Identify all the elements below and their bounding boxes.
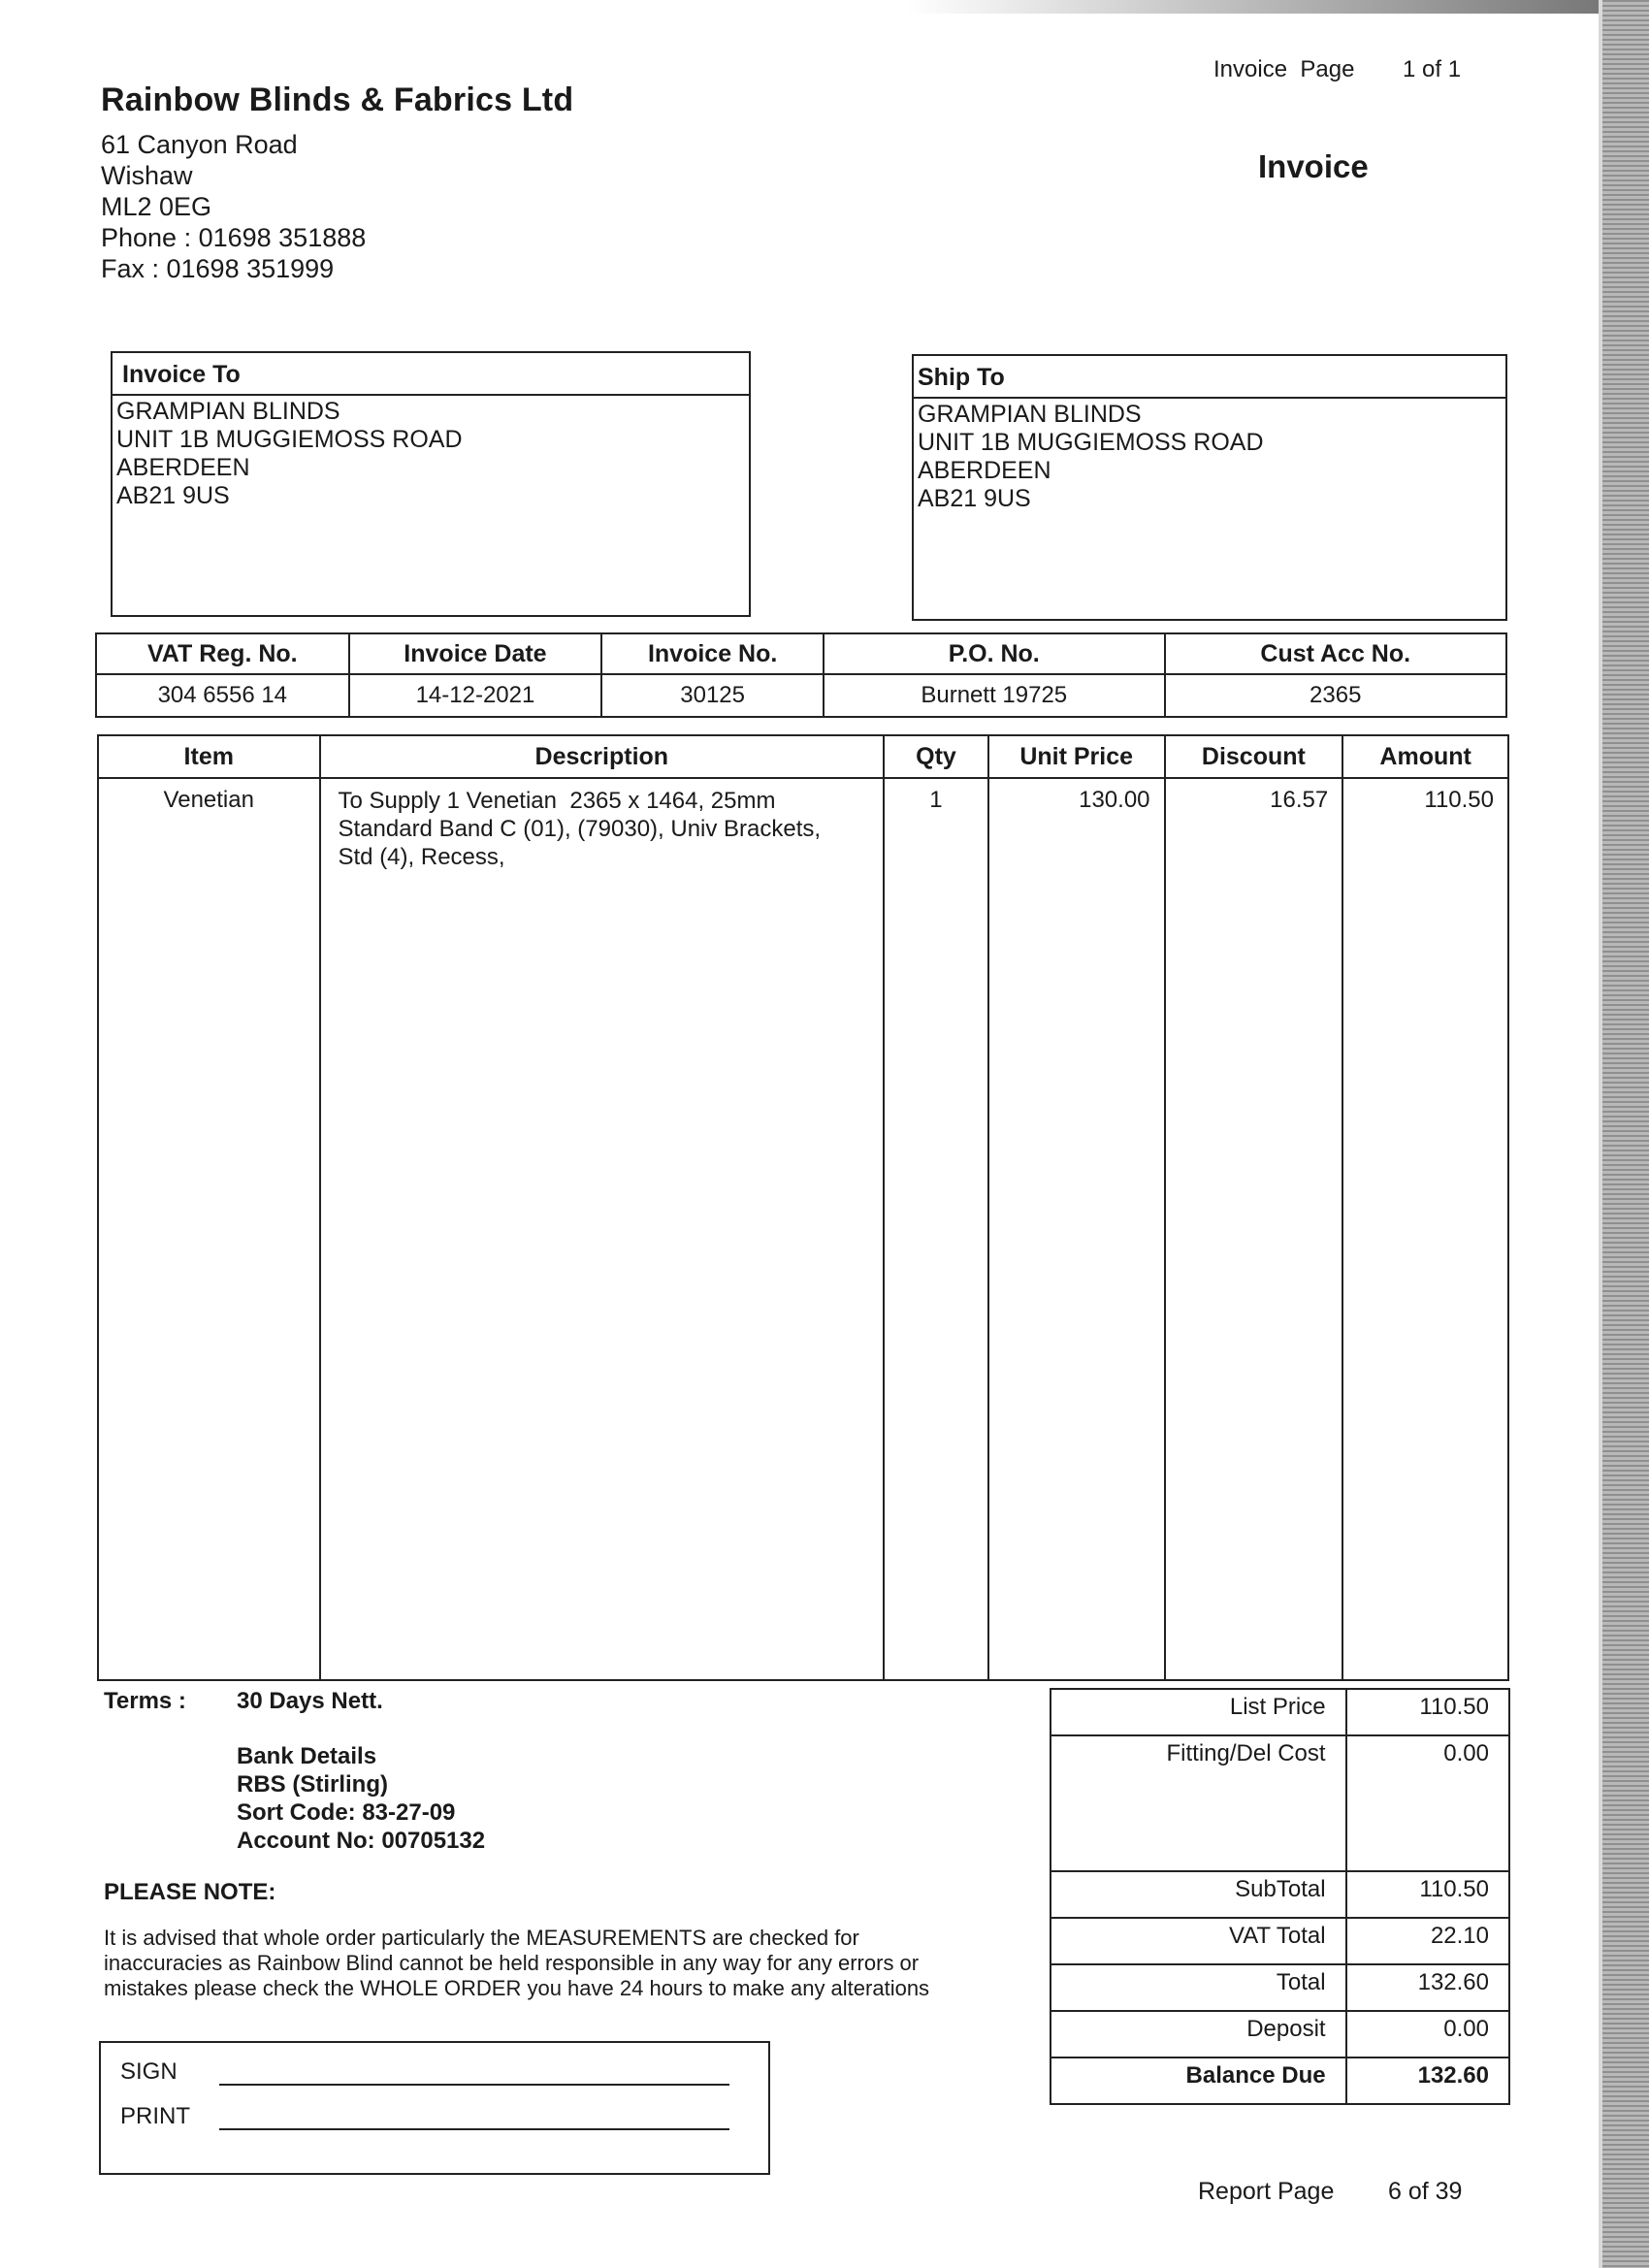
totals-row [1051,1918,1509,1964]
invoice-date-value: 14-12-2021 [349,674,602,717]
note-line: inaccuracies as Rainbow Blind cannot be held responsible in any way for any errors or [104,1951,920,1975]
bank-sort-code: Sort Code: 83-27-09 [237,1799,456,1826]
totals-row [1051,1689,1509,1735]
cust-acc-value: 2365 [1165,674,1507,717]
description-line: To Supply 1 Venetian 2365 x 1464, 25mm [338,788,776,814]
invoice-page-number: 1 of 1 [1403,56,1462,82]
report-page-label: Report Page [1198,2178,1335,2205]
description-line: Std (4), Recess, [338,844,505,870]
vat-total-value: 22.10 [1346,1918,1509,1964]
discount-header: Discount [1165,735,1343,778]
items-header-row [98,735,1508,778]
balance-due-label: Balance Due [1051,2057,1346,2104]
report-page-number: 6 of 39 [1388,2178,1463,2205]
fitting-del-cost-value: 0.00 [1346,1735,1509,1871]
meta-value-row [96,674,1506,717]
document-title: Invoice [1258,148,1369,184]
po-number-header: P.O. No. [824,633,1164,674]
print-line[interactable] [219,2128,729,2130]
scan-edge-right [1602,0,1649,2268]
unit-price-header: Unit Price [988,735,1165,778]
deposit-value: 0.00 [1346,2011,1509,2057]
ship-to-line: UNIT 1B MUGGIEMOSS ROAD [918,429,1264,456]
table-row [98,778,1508,1680]
invoice-to-line: ABERDEEN [116,454,250,481]
company-phone: Phone : 01698 351888 [101,223,367,252]
cust-acc-header: Cust Acc No. [1165,633,1507,674]
company-address-postcode: ML2 0EG [101,192,212,221]
item-header: Item [98,735,320,778]
totals-row [1051,2011,1509,2057]
qty-cell: 1 [884,778,988,1680]
vat-reg-value: 304 6556 14 [96,674,349,717]
invoice-to-line: AB21 9US [116,482,230,509]
ship-to-box [912,354,1507,621]
meta-header-row [96,633,1506,674]
list-price-value: 110.50 [1346,1689,1509,1735]
invoice-to-line: UNIT 1B MUGGIEMOSS ROAD [116,426,463,453]
bank-account-number: Account No: 00705132 [237,1828,486,1854]
invoice-to-line: GRAMPIAN BLINDS [116,398,340,425]
company-fax: Fax : 01698 351999 [101,254,335,283]
invoice-meta-table [95,632,1507,718]
totals-table [1050,1688,1510,2105]
totals-row [1051,1871,1509,1918]
description-header: Description [320,735,885,778]
please-note-title: PLEASE NOTE: [104,1879,276,1905]
company-address-town: Wishaw [101,161,193,190]
description-line: Standard Band C (01), (79030), Univ Brackets, [338,816,822,842]
company-name: Rainbow Blinds & Fabrics Ltd [101,81,574,118]
note-line: mistakes please check the WHOLE ORDER you have 24 hours to make any alterations [104,1976,930,2000]
subtotal-label: SubTotal [1051,1871,1346,1918]
amount-header: Amount [1342,735,1508,778]
fitting-del-cost-label: Fitting/Del Cost [1051,1735,1346,1871]
company-address-street: 61 Canyon Road [101,130,298,159]
bank-name: RBS (Stirling) [237,1771,388,1798]
invoice-to-box [111,351,751,617]
vat-reg-header: VAT Reg. No. [96,633,349,674]
amount-cell: 110.50 [1342,778,1508,1680]
qty-header: Qty [884,735,988,778]
invoice-number-value: 30125 [601,674,824,717]
description-cell [320,778,885,1680]
deposit-label: Deposit [1051,2011,1346,2057]
ship-to-heading: Ship To [914,356,1505,399]
totals-row [1051,1735,1509,1871]
terms-label: Terms : [104,1688,186,1714]
ship-to-line: GRAMPIAN BLINDS [918,401,1142,428]
subtotal-value: 110.50 [1346,1871,1509,1918]
item-cell: Venetian [98,778,320,1680]
discount-cell: 16.57 [1165,778,1343,1680]
totals-row [1051,1964,1509,2011]
sign-line[interactable] [219,2084,729,2086]
po-number-value: Burnett 19725 [824,674,1164,717]
invoice-page-label: Invoice Page [1213,56,1355,82]
scan-edge-top [0,0,1649,14]
sign-label: SIGN [120,2058,178,2085]
ship-to-line: ABERDEEN [918,457,1051,484]
invoice-to-heading: Invoice To [113,353,749,396]
print-label: PRINT [120,2103,190,2129]
ship-to-line: AB21 9US [918,485,1031,512]
invoice-number-header: Invoice No. [601,633,824,674]
unit-price-cell: 130.00 [988,778,1165,1680]
note-line: It is advised that whole order particularly the MEASUREMENTS are checked for [104,1926,859,1950]
total-label: Total [1051,1964,1346,2011]
vat-total-label: VAT Total [1051,1918,1346,1964]
balance-due-value: 132.60 [1346,2057,1509,2104]
list-price-label: List Price [1051,1689,1346,1735]
invoice-date-header: Invoice Date [349,633,602,674]
terms-value: 30 Days Nett. [237,1688,383,1714]
please-note-text [104,1926,1006,2001]
line-items-table [97,734,1509,1681]
signature-box [99,2041,770,2175]
total-value: 132.60 [1346,1964,1509,2011]
bank-details-heading: Bank Details [237,1743,377,1769]
totals-row [1051,2057,1509,2104]
